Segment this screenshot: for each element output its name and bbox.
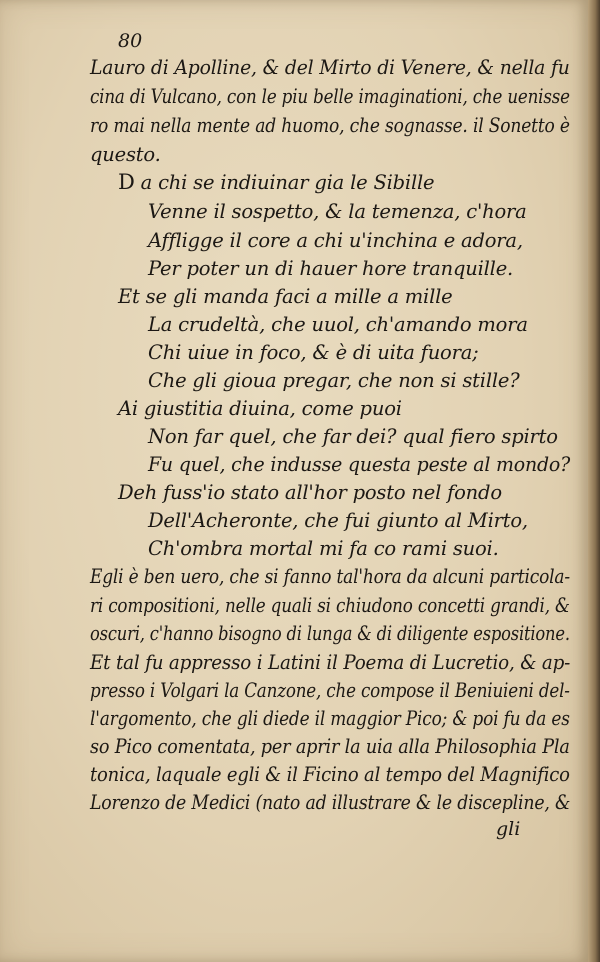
drop-cap: D [118, 170, 135, 194]
prose-line: tonica, laquale egli & il Ficino al tempo del Magnifico [90, 763, 570, 786]
sonnet-line-text: a chi se indiuinar gia le Sibille [140, 171, 435, 194]
sonnet-line: Non far quel, che far dei? qual fiero spirto [148, 425, 558, 448]
prose-line: Et tal fu appresso i Latini il Poema di Lucretio, & ap- [90, 651, 571, 674]
show-through-text [70, 160, 80, 195]
sonnet-line: Chi uiue in foco, & è di uita fuora; [148, 341, 479, 364]
page-number: 80 [118, 30, 143, 52]
prose-line: Lorenzo de Medici (nato ad illustrare & le discepline, & [90, 791, 571, 814]
prose-line: l'argomento, che gli diede il maggior Pico; & poi fu da es [90, 707, 570, 730]
sonnet-line: Dell'Acheronte, che fui giunto al Mirto, [148, 509, 528, 532]
sonnet-first-line [118, 170, 434, 194]
prose-line: Egli è ben uero, che si fanno tal'hora da alcuni particola- [90, 565, 570, 588]
sonnet-line: Venne il sospetto, & la temenza, c'hora [148, 200, 527, 223]
sonnet-line: Per poter un di hauer hore tranquille. [148, 257, 514, 280]
sonnet-line: Et se gli manda faci a mille a mille [118, 285, 453, 308]
page-edge [588, 0, 600, 962]
prose-line: ro mai nella mente ad huomo, che sognasse. il Sonetto è [90, 114, 570, 137]
prose-line: oscuri, c'hanno bisogno di lunga & di diligente espositione. [90, 622, 570, 645]
prose-line: Lauro di Apolline, & del Mirto di Venere, & nella fu [90, 56, 570, 79]
sonnet-line: Deh fuss'io stato all'hor posto nel fondo [118, 481, 502, 504]
sonnet-line: Fu quel, che indusse questa peste al mondo? [148, 453, 571, 476]
sonnet-line: Affligge il core a chi u'inchina e adora, [148, 229, 523, 252]
prose-line: ri compositioni, nelle quali si chiudono concetti grandi, & [90, 594, 570, 617]
prose-line: cina di Vulcano, con le piu belle imaginationi, che uenisse [90, 85, 570, 108]
sonnet-line: Ch'ombra mortal mi fa co rami suoi. [148, 537, 499, 560]
sonnet-line: La crudeltà, che uuol, ch'amando mora [148, 313, 528, 336]
sonnet-line: Ai giustitia diuina, come puoi [118, 397, 402, 420]
sonnet-line: Che gli gioua pregar, che non si stille? [148, 369, 520, 392]
prose-line: presso i Volgari la Canzone, che compose il Beniuieni del- [90, 679, 570, 702]
prose-line: so Pico comentata, per aprir la uia alla Philosophia Pla [90, 735, 570, 758]
prose-line: questo. [90, 143, 161, 166]
catchword: gli [496, 818, 521, 840]
